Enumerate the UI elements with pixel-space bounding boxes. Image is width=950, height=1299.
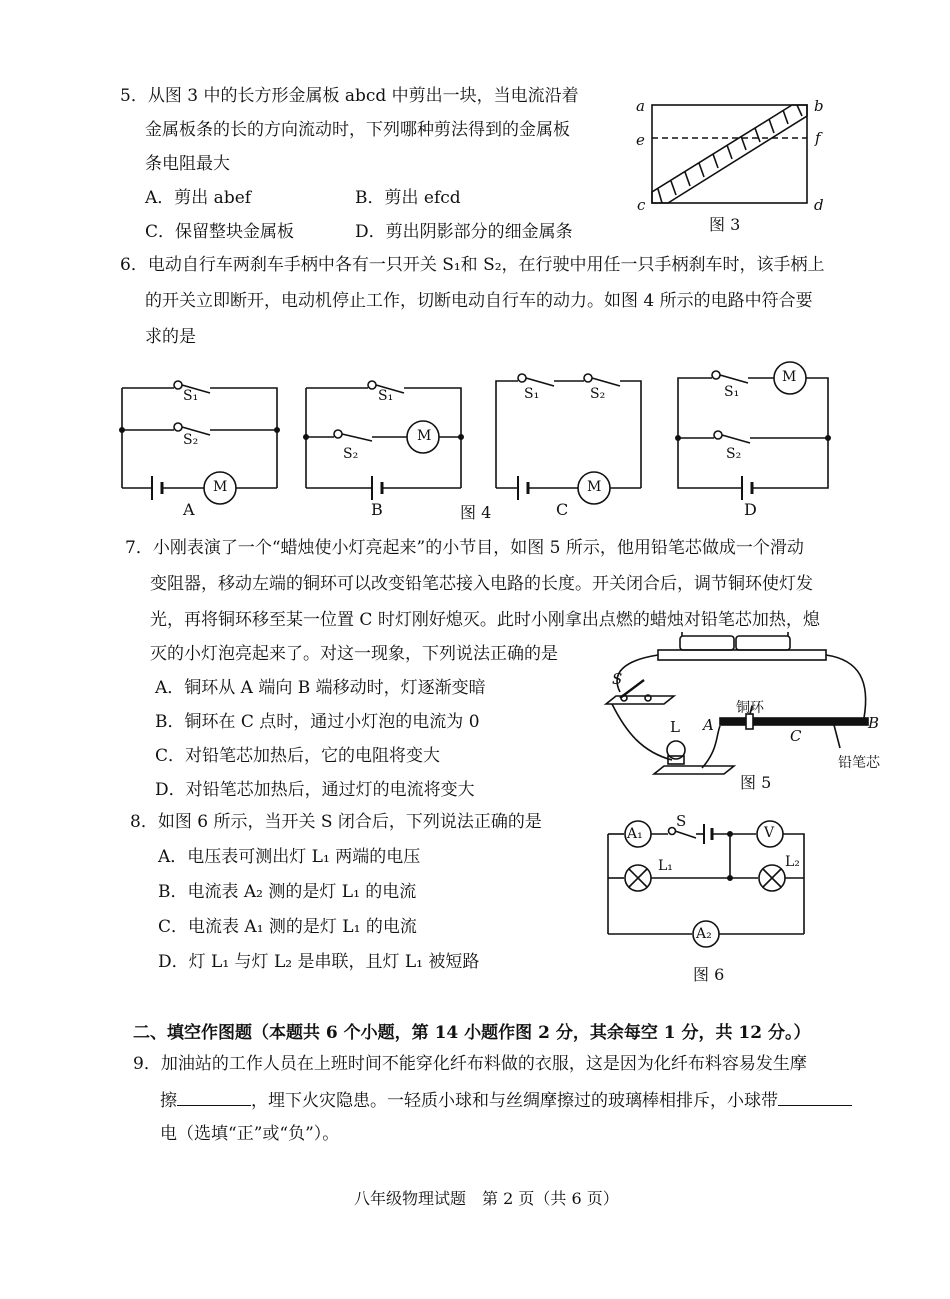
q5-option-c: C．保留整块金属板 xyxy=(145,222,295,242)
circuit-a-letter: A xyxy=(183,500,195,519)
label-copper-ring: 铜环 xyxy=(736,700,764,716)
label-d: d xyxy=(814,196,824,214)
q8-option-a: A．电压表可测出灯 L₁ 两端的电压 xyxy=(158,847,421,867)
circuit-b-s2: S₂ xyxy=(343,446,359,462)
circuit-d-s2: S₂ xyxy=(726,446,742,462)
label-v: V xyxy=(764,825,775,841)
q7-option-d: D．对铅笔芯加热后，通过灯的电流将变大 xyxy=(155,780,475,800)
pencil-lead xyxy=(720,718,868,725)
q7-line-1: 7．小刚表演了一个“蜡烛使小灯亮起来”的小节目，如图 5 所示，他用铅笔芯做成一个滑动 xyxy=(125,538,804,558)
q5-option-b: B．剪出 efcd xyxy=(355,188,461,208)
circuit-b-letter: B xyxy=(371,500,383,519)
label-a2: A₂ xyxy=(696,926,712,942)
label-e: e xyxy=(636,131,645,149)
label-point-c: C xyxy=(790,727,802,745)
battery-base xyxy=(658,650,826,660)
q5-line-2: 金属板条的长的方向流动时，下列哪种剪法得到的金属板 xyxy=(145,120,570,140)
circuit-c-s2: S₂ xyxy=(590,386,606,402)
q9-line-1: 9．加油站的工作人员在上班时间不能穿化纤布料做的衣服，这是因为化纤布料容易发生摩 xyxy=(133,1054,807,1074)
q7-line-3: 光，再将铜环移至某一位置 C 时灯刚好熄灭。此时小刚拿出点燃的蜡烛对铅笔芯加热，熄 xyxy=(150,610,820,630)
q8-line-1: 8．如图 6 所示，当开关 S 闭合后，下列说法正确的是 xyxy=(130,812,542,832)
label-l1: L₁ xyxy=(658,858,673,874)
q7-option-b: B．铜环在 C 点时，通过小灯泡的电流为 0 xyxy=(155,712,480,732)
circuit-a-m: M xyxy=(213,479,228,495)
q9-line-3: 电（选填“正”或“负”）。 xyxy=(160,1124,340,1144)
bulb-base xyxy=(654,766,734,774)
page-footer: 八年级物理试题 第 2 页（共 6 页） xyxy=(354,1189,619,1208)
q6-line-3: 求的是 xyxy=(145,327,196,347)
label-a: a xyxy=(636,97,645,115)
q8-option-b: B．电流表 A₂ 测的是灯 L₁ 的电流 xyxy=(158,882,417,902)
circuit-b-s1: S₁ xyxy=(378,388,394,404)
label-c: c xyxy=(637,196,646,214)
label-l2: L₂ xyxy=(785,854,800,870)
metal-plate-diagram xyxy=(652,100,822,210)
figure-6-caption: 图 6 xyxy=(693,965,725,984)
label-switch-s: S xyxy=(612,670,623,688)
q6-line-1: 6．电动自行车两刹车手柄中各有一只开关 S₁和 S₂，在行驶中用任一只手柄刹车时，该手柄上 xyxy=(120,255,825,275)
q9-line-2 xyxy=(160,1089,852,1111)
label-lamp-l: L xyxy=(670,718,680,736)
circuit-c-diagram xyxy=(496,378,656,498)
battery-cell-icon xyxy=(680,636,734,650)
circuit-d-letter: D xyxy=(744,500,757,519)
q5-line-3: 条电阻最大 xyxy=(145,154,230,174)
q5-line-1: 5．从图 3 中的长方形金属板 abcd 中剪出一块，当电流沿着 xyxy=(120,86,579,106)
q9-line-2-start: 擦 xyxy=(160,1091,177,1111)
q9-line-2-rest: ，埋下火灾隐患。一轻质小球和与丝绸摩擦过的玻璃棒相排斥，小球带 xyxy=(251,1091,778,1111)
circuit-d-s1: S₁ xyxy=(724,384,740,400)
section-2-title: 二、填空作图题（本题共 6 个小题，第 14 小题作图 2 分，其余每空 1 分，共 12 分。） xyxy=(133,1023,811,1043)
circuit-d-m: M xyxy=(782,369,797,385)
label-a1: A₁ xyxy=(627,826,643,842)
figure-4-caption: 图 4 xyxy=(460,503,492,522)
figure-3-caption: 图 3 xyxy=(709,215,741,234)
q7-line-2: 变阻器，移动左端的铜环可以改变铅笔芯接入电路的长度。开关闭合后，调节铜环使灯发 xyxy=(150,574,813,594)
figure-5-caption: 图 5 xyxy=(740,773,772,792)
q7-option-c: C．对铅笔芯加热后，它的电阻将变大 xyxy=(155,746,441,766)
circuit-d-diagram xyxy=(678,378,838,498)
label-end-a: A xyxy=(703,716,714,734)
q6-line-2: 的开关立即断开，电动机停止工作，切断电动自行车的动力。如图 4 所示的电路中符合要 xyxy=(145,291,813,311)
battery-cell-icon xyxy=(736,636,790,650)
circuit-c-s1: S₁ xyxy=(524,386,540,402)
switch-base xyxy=(606,696,674,704)
q9-blank-1[interactable] xyxy=(177,1089,251,1106)
circuit-b-m: M xyxy=(417,428,432,444)
label-b: b xyxy=(814,97,824,115)
circuit-a-diagram xyxy=(122,378,282,498)
circuit-a-s1: S₁ xyxy=(183,388,199,404)
circuit-a-s2: S₂ xyxy=(183,432,199,448)
strip-hatching xyxy=(658,105,802,203)
q7-option-a: A．铜环从 A 端向 B 端移动时，灯逐渐变暗 xyxy=(155,678,486,698)
q8-option-d: D．灯 L₁ 与灯 L₂ 是串联，且灯 L₁ 被短路 xyxy=(158,952,480,972)
label-pencil-lead: 铅笔芯 xyxy=(838,755,880,771)
q8-option-c: C．电流表 A₁ 测的是灯 L₁ 的电流 xyxy=(158,917,417,937)
label-f: f xyxy=(815,129,821,147)
q5-option-a: A．剪出 abef xyxy=(145,188,252,208)
circuit-c-letter: C xyxy=(556,500,569,519)
label-s: S xyxy=(676,812,687,830)
circuit-c-m: M xyxy=(587,479,602,495)
label-end-b: B xyxy=(868,714,880,732)
q9-blank-2[interactable] xyxy=(778,1089,852,1106)
q5-option-d: D．剪出阴影部分的细金属条 xyxy=(355,222,573,242)
q7-line-4: 灭的小灯泡亮起来了。对这一现象，下列说法正确的是 xyxy=(150,644,558,664)
